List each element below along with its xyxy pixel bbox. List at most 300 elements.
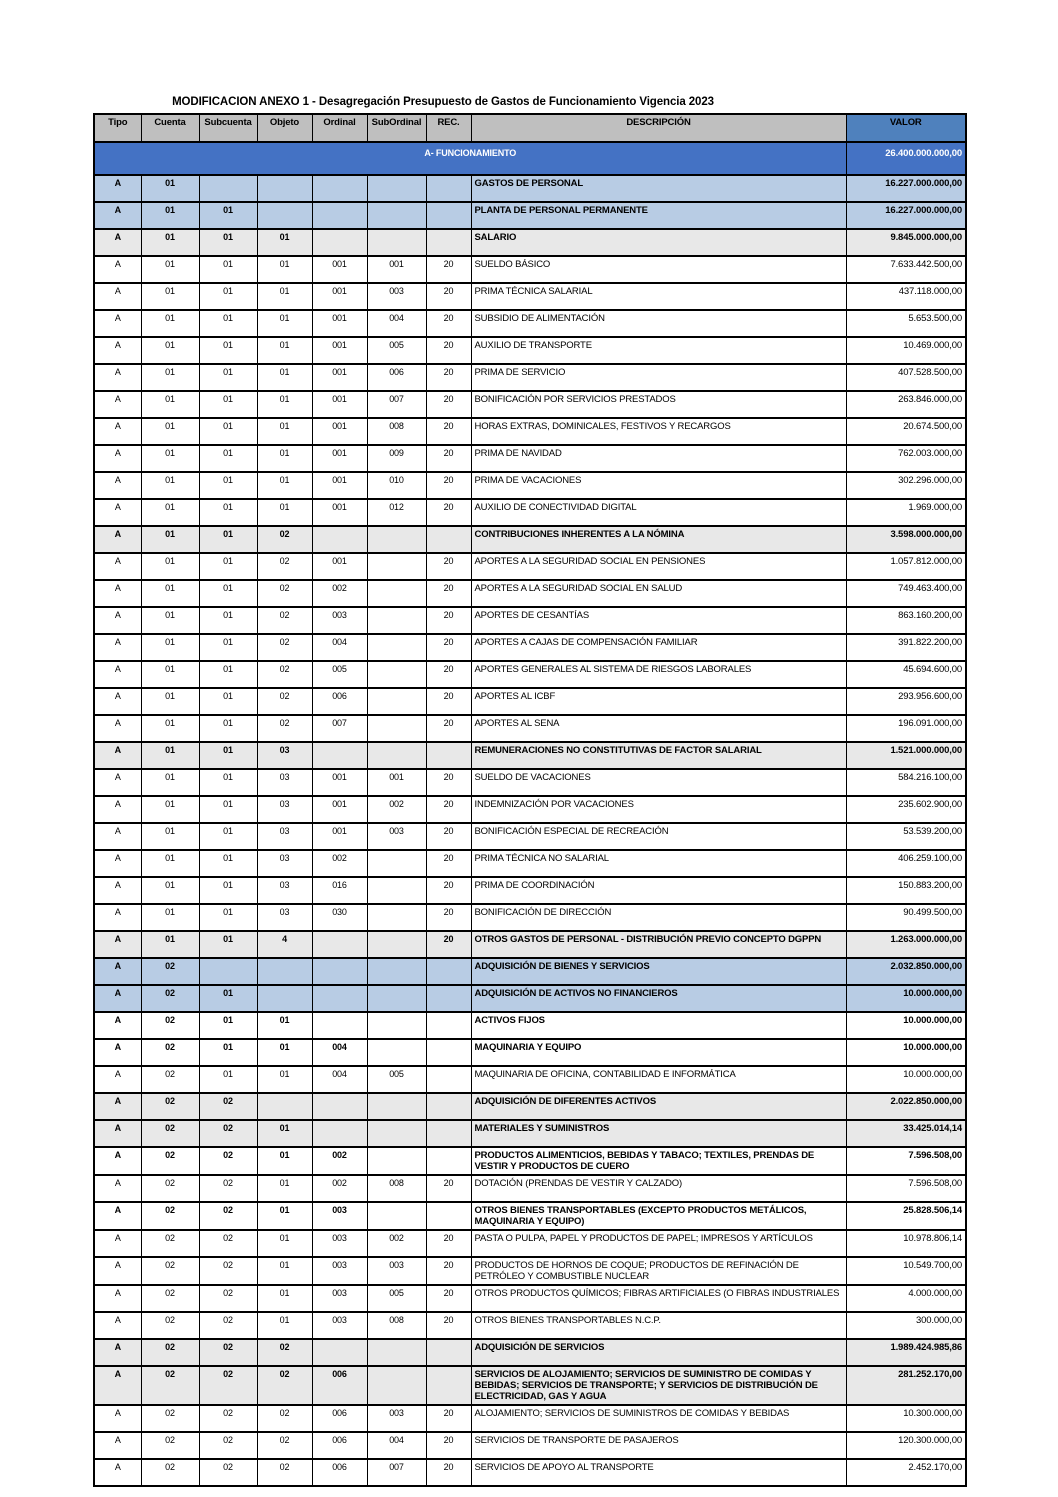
table-row xyxy=(94,418,966,445)
cell-objeto: 01 xyxy=(257,418,312,445)
cell-rec: 20 xyxy=(426,715,471,742)
table-row xyxy=(94,175,966,202)
cell-rec xyxy=(426,1147,471,1175)
cell-tipo: A xyxy=(94,1339,141,1366)
cell-rec: 20 xyxy=(426,1285,471,1312)
cell-objeto: 01 xyxy=(257,256,312,283)
cell-tipo: A xyxy=(94,499,141,526)
cell-subcuenta: 01 xyxy=(199,688,257,715)
cell-subordinal: 001 xyxy=(367,256,426,283)
table-row xyxy=(94,823,966,850)
cell-subordinal: 005 xyxy=(367,1066,426,1093)
cell-cuenta: 01 xyxy=(141,877,199,904)
cell-ordinal: 003 xyxy=(312,1202,367,1230)
header-row xyxy=(94,114,966,142)
cell-descripcion: HORAS EXTRAS, DOMINICALES, FESTIVOS Y RECARGOS xyxy=(471,418,846,445)
cell-tipo: A xyxy=(94,445,141,472)
cell-subordinal xyxy=(367,175,426,202)
cell-valor: 10.300.000,00 xyxy=(846,1405,966,1432)
table-row xyxy=(94,1202,966,1230)
col-header-subordinal: SubOrdinal xyxy=(367,114,426,142)
cell-rec: 20 xyxy=(426,283,471,310)
table-row xyxy=(94,1257,966,1285)
cell-valor: 437.118.000,00 xyxy=(846,283,966,310)
cell-cuenta: 02 xyxy=(141,1175,199,1202)
cell-subordinal: 003 xyxy=(367,823,426,850)
cell-rec xyxy=(426,985,471,1012)
cell-tipo: A xyxy=(94,391,141,418)
cell-cuenta: 02 xyxy=(141,1366,199,1405)
cell-ordinal: 001 xyxy=(312,445,367,472)
cell-subcuenta: 02 xyxy=(199,1459,257,1486)
cell-objeto: 01 xyxy=(257,1202,312,1230)
cell-objeto xyxy=(257,202,312,229)
table-row xyxy=(94,742,966,769)
cell-descripcion: DOTACIÓN (PRENDAS DE VESTIR Y CALZADO) xyxy=(471,1175,846,1202)
cell-subcuenta: 02 xyxy=(199,1285,257,1312)
cell-descripcion: PRIMA DE NAVIDAD xyxy=(471,445,846,472)
table-row xyxy=(94,850,966,877)
cell-rec xyxy=(426,175,471,202)
cell-rec: 20 xyxy=(426,607,471,634)
cell-tipo: A xyxy=(94,634,141,661)
cell-cuenta: 02 xyxy=(141,1230,199,1257)
cell-objeto: 01 xyxy=(257,1120,312,1147)
cell-objeto: 01 xyxy=(257,310,312,337)
cell-ordinal xyxy=(312,1120,367,1147)
cell-subcuenta: 02 xyxy=(199,1120,257,1147)
cell-subcuenta: 01 xyxy=(199,445,257,472)
cell-objeto: 4 xyxy=(257,931,312,958)
cell-rec: 20 xyxy=(426,1230,471,1257)
cell-ordinal: 003 xyxy=(312,1230,367,1257)
table-row xyxy=(94,1432,966,1459)
cell-tipo: A xyxy=(94,526,141,553)
cell-valor: 10.000.000,00 xyxy=(846,1012,966,1039)
cell-valor: 584.216.100,00 xyxy=(846,769,966,796)
cell-tipo: A xyxy=(94,1432,141,1459)
cell-subordinal: 002 xyxy=(367,1230,426,1257)
cell-ordinal: 001 xyxy=(312,337,367,364)
cell-rec: 20 xyxy=(426,1175,471,1202)
cell-rec: 20 xyxy=(426,364,471,391)
table-row xyxy=(94,1230,966,1257)
cell-cuenta: 02 xyxy=(141,1405,199,1432)
cell-subcuenta: 01 xyxy=(199,364,257,391)
cell-objeto xyxy=(257,1093,312,1120)
cell-subcuenta: 01 xyxy=(199,418,257,445)
cell-subcuenta: 01 xyxy=(199,985,257,1012)
cell-subordinal: 010 xyxy=(367,472,426,499)
cell-objeto: 02 xyxy=(257,1432,312,1459)
cell-valor: 302.296.000,00 xyxy=(846,472,966,499)
cell-ordinal: 003 xyxy=(312,1257,367,1285)
cell-descripcion: CONTRIBUCIONES INHERENTES A LA NÓMINA xyxy=(471,526,846,553)
cell-subcuenta: 01 xyxy=(199,499,257,526)
cell-objeto: 02 xyxy=(257,1366,312,1405)
cell-subordinal: 005 xyxy=(367,337,426,364)
cell-objeto: 01 xyxy=(257,472,312,499)
cell-subordinal xyxy=(367,958,426,985)
cell-cuenta: 02 xyxy=(141,958,199,985)
cell-valor: 10.978.806,14 xyxy=(846,1230,966,1257)
table-row xyxy=(94,877,966,904)
cell-objeto: 01 xyxy=(257,1230,312,1257)
cell-tipo: A xyxy=(94,877,141,904)
table-row xyxy=(94,337,966,364)
cell-cuenta: 02 xyxy=(141,1012,199,1039)
cell-tipo: A xyxy=(94,1202,141,1230)
cell-cuenta: 02 xyxy=(141,1285,199,1312)
cell-rec xyxy=(426,1012,471,1039)
cell-descripcion: ADQUISICIÓN DE ACTIVOS NO FINANCIEROS xyxy=(471,985,846,1012)
cell-descripcion: ADQUISICIÓN DE DIFERENTES ACTIVOS xyxy=(471,1093,846,1120)
cell-subordinal xyxy=(367,877,426,904)
table-row xyxy=(94,607,966,634)
cell-subordinal: 005 xyxy=(367,1285,426,1312)
cell-rec: 20 xyxy=(426,904,471,931)
cell-valor: 406.259.100,00 xyxy=(846,850,966,877)
cell-subcuenta: 01 xyxy=(199,607,257,634)
cell-ordinal: 001 xyxy=(312,391,367,418)
cell-descripcion: APORTES AL ICBF xyxy=(471,688,846,715)
cell-objeto: 02 xyxy=(257,553,312,580)
col-header-objeto: Objeto xyxy=(257,114,312,142)
cell-cuenta: 01 xyxy=(141,202,199,229)
cell-subordinal: 004 xyxy=(367,1432,426,1459)
cell-objeto: 03 xyxy=(257,769,312,796)
cell-ordinal: 006 xyxy=(312,1366,367,1405)
cell-ordinal: 001 xyxy=(312,256,367,283)
cell-descripcion: OTROS GASTOS DE PERSONAL - DISTRIBUCIÓN PREVIO CONCEPTO DGPPN xyxy=(471,931,846,958)
cell-ordinal: 004 xyxy=(312,1066,367,1093)
cell-ordinal: 030 xyxy=(312,904,367,931)
cell-tipo: A xyxy=(94,1230,141,1257)
cell-objeto: 03 xyxy=(257,823,312,850)
table-row xyxy=(94,958,966,985)
budget-table xyxy=(93,113,967,1487)
cell-cuenta: 01 xyxy=(141,526,199,553)
table-row xyxy=(94,1405,966,1432)
cell-subordinal: 007 xyxy=(367,391,426,418)
table-row xyxy=(94,256,966,283)
cell-subcuenta: 01 xyxy=(199,634,257,661)
cell-rec: 20 xyxy=(426,1312,471,1339)
table-row xyxy=(94,1339,966,1366)
cell-subordinal xyxy=(367,850,426,877)
cell-valor: 2.032.850.000,00 xyxy=(846,958,966,985)
cell-ordinal: 005 xyxy=(312,661,367,688)
cell-tipo: A xyxy=(94,823,141,850)
cell-subcuenta: 01 xyxy=(199,1066,257,1093)
cell-cuenta: 02 xyxy=(141,1312,199,1339)
cell-ordinal: 003 xyxy=(312,607,367,634)
cell-cuenta: 01 xyxy=(141,310,199,337)
cell-subordinal: 008 xyxy=(367,1175,426,1202)
cell-objeto: 01 xyxy=(257,337,312,364)
cell-descripcion: MAQUINARIA DE OFICINA, CONTABILIDAD E INFORMÁTICA xyxy=(471,1066,846,1093)
cell-descripcion: SALARIO xyxy=(471,229,846,256)
cell-subordinal xyxy=(367,1202,426,1230)
cell-ordinal: 006 xyxy=(312,1432,367,1459)
cell-rec: 20 xyxy=(426,823,471,850)
cell-cuenta: 02 xyxy=(141,1039,199,1066)
cell-objeto: 01 xyxy=(257,1066,312,1093)
cell-descripcion: PRODUCTOS DE HORNOS DE COQUE; PRODUCTOS DE REFINACIÓN DE PETRÓLEO Y COMBUSTIBLE NUCLEAR xyxy=(471,1257,846,1285)
cell-subordinal: 006 xyxy=(367,364,426,391)
cell-valor: 120.300.000,00 xyxy=(846,1432,966,1459)
cell-subcuenta: 01 xyxy=(199,661,257,688)
cell-ordinal: 002 xyxy=(312,1147,367,1175)
cell-cuenta: 01 xyxy=(141,769,199,796)
cell-objeto: 01 xyxy=(257,1175,312,1202)
cell-valor: 90.499.500,00 xyxy=(846,904,966,931)
cell-valor: 4.000.000,00 xyxy=(846,1285,966,1312)
cell-ordinal: 001 xyxy=(312,364,367,391)
cell-rec: 20 xyxy=(426,418,471,445)
cell-subcuenta: 01 xyxy=(199,337,257,364)
table-row xyxy=(94,1012,966,1039)
cell-subordinal xyxy=(367,1120,426,1147)
cell-objeto: 01 xyxy=(257,391,312,418)
cell-valor: 5.653.500,00 xyxy=(846,310,966,337)
cell-rec: 20 xyxy=(426,769,471,796)
cell-valor: 33.425.014,14 xyxy=(846,1120,966,1147)
cell-cuenta: 02 xyxy=(141,1432,199,1459)
cell-descripcion: OTROS BIENES TRANSPORTABLES (EXCEPTO PRODUCTOS METÁLICOS, MAQUINARIA Y EQUIPO) xyxy=(471,1202,846,1230)
cell-rec: 20 xyxy=(426,877,471,904)
cell-tipo: A xyxy=(94,1147,141,1175)
table-row xyxy=(94,553,966,580)
cell-cuenta: 02 xyxy=(141,1093,199,1120)
cell-valor: 9.845.000.000,00 xyxy=(846,229,966,256)
cell-descripcion: APORTES AL SENA xyxy=(471,715,846,742)
cell-cuenta: 01 xyxy=(141,391,199,418)
cell-cuenta: 02 xyxy=(141,1147,199,1175)
cell-descripcion: INDEMNIZACIÓN POR VACACIONES xyxy=(471,796,846,823)
table-row xyxy=(94,499,966,526)
cell-objeto xyxy=(257,958,312,985)
cell-descripcion: SERVICIOS DE APOYO AL TRANSPORTE xyxy=(471,1459,846,1486)
table-row xyxy=(94,1366,966,1405)
cell-tipo: A xyxy=(94,310,141,337)
cell-valor: 300.000,00 xyxy=(846,1312,966,1339)
cell-cuenta: 01 xyxy=(141,175,199,202)
cell-descripcion: MATERIALES Y SUMINISTROS xyxy=(471,1120,846,1147)
cell-objeto: 03 xyxy=(257,796,312,823)
cell-cuenta: 01 xyxy=(141,499,199,526)
cell-cuenta: 01 xyxy=(141,904,199,931)
cell-tipo: A xyxy=(94,553,141,580)
cell-tipo: A xyxy=(94,418,141,445)
cell-ordinal: 001 xyxy=(312,796,367,823)
cell-rec xyxy=(426,202,471,229)
cell-valor: 2.452.170,00 xyxy=(846,1459,966,1486)
cell-ordinal xyxy=(312,742,367,769)
cell-subcuenta: 01 xyxy=(199,769,257,796)
cell-subcuenta: 01 xyxy=(199,823,257,850)
cell-rec: 20 xyxy=(426,391,471,418)
cell-cuenta: 01 xyxy=(141,742,199,769)
cell-subordinal xyxy=(367,1147,426,1175)
cell-subcuenta: 01 xyxy=(199,715,257,742)
cell-cuenta: 01 xyxy=(141,472,199,499)
cell-subcuenta: 01 xyxy=(199,553,257,580)
cell-ordinal: 006 xyxy=(312,1405,367,1432)
cell-cuenta: 01 xyxy=(141,931,199,958)
cell-ordinal xyxy=(312,1093,367,1120)
cell-valor: 281.252.170,00 xyxy=(846,1366,966,1405)
cell-subcuenta: 01 xyxy=(199,526,257,553)
cell-tipo: A xyxy=(94,904,141,931)
total-row-label: A- FUNCIONAMIENTO xyxy=(94,142,846,175)
cell-ordinal xyxy=(312,202,367,229)
cell-ordinal: 002 xyxy=(312,580,367,607)
cell-subordinal xyxy=(367,202,426,229)
cell-subordinal xyxy=(367,904,426,931)
cell-subordinal xyxy=(367,661,426,688)
cell-ordinal: 016 xyxy=(312,877,367,904)
col-header-rec: REC. xyxy=(426,114,471,142)
cell-tipo: A xyxy=(94,580,141,607)
cell-subcuenta: 02 xyxy=(199,1230,257,1257)
cell-cuenta: 02 xyxy=(141,1202,199,1230)
cell-subcuenta: 01 xyxy=(199,229,257,256)
cell-rec: 20 xyxy=(426,580,471,607)
cell-objeto: 02 xyxy=(257,1405,312,1432)
cell-subordinal xyxy=(367,634,426,661)
cell-subordinal: 009 xyxy=(367,445,426,472)
cell-objeto: 03 xyxy=(257,742,312,769)
cell-objeto: 01 xyxy=(257,1312,312,1339)
cell-valor: 196.091.000,00 xyxy=(846,715,966,742)
cell-valor: 391.822.200,00 xyxy=(846,634,966,661)
cell-rec: 20 xyxy=(426,931,471,958)
cell-subcuenta: 01 xyxy=(199,580,257,607)
cell-tipo: A xyxy=(94,769,141,796)
cell-descripcion: ALOJAMIENTO; SERVICIOS DE SUMINISTROS DE COMIDAS Y BEBIDAS xyxy=(471,1405,846,1432)
cell-tipo: A xyxy=(94,1405,141,1432)
cell-cuenta: 01 xyxy=(141,607,199,634)
cell-cuenta: 01 xyxy=(141,364,199,391)
cell-valor: 1.057.812.000,00 xyxy=(846,553,966,580)
cell-rec: 20 xyxy=(426,688,471,715)
cell-subordinal: 012 xyxy=(367,499,426,526)
cell-valor: 407.528.500,00 xyxy=(846,364,966,391)
cell-subcuenta: 02 xyxy=(199,1432,257,1459)
cell-subcuenta: 01 xyxy=(199,1039,257,1066)
cell-descripcion: SUELDO DE VACACIONES xyxy=(471,769,846,796)
cell-subordinal xyxy=(367,526,426,553)
cell-valor: 263.846.000,00 xyxy=(846,391,966,418)
cell-objeto: 01 xyxy=(257,283,312,310)
cell-ordinal: 006 xyxy=(312,1459,367,1486)
cell-cuenta: 02 xyxy=(141,1120,199,1147)
cell-tipo: A xyxy=(94,472,141,499)
cell-ordinal: 004 xyxy=(312,634,367,661)
document-title: MODIFICACION ANEXO 1 - Desagregación Presupuesto de Gastos de Funcionamiento Vigencia 2023 xyxy=(172,96,714,108)
cell-objeto: 01 xyxy=(257,499,312,526)
cell-subcuenta: 01 xyxy=(199,1012,257,1039)
cell-objeto xyxy=(257,985,312,1012)
cell-cuenta: 02 xyxy=(141,1339,199,1366)
table-row xyxy=(94,715,966,742)
cell-tipo: A xyxy=(94,1459,141,1486)
cell-tipo: A xyxy=(94,715,141,742)
cell-subordinal: 004 xyxy=(367,310,426,337)
cell-valor: 16.227.000.000,00 xyxy=(846,202,966,229)
cell-objeto: 02 xyxy=(257,1459,312,1486)
cell-descripcion: PRIMA DE COORDINACIÓN xyxy=(471,877,846,904)
table-row xyxy=(94,769,966,796)
cell-rec xyxy=(426,1039,471,1066)
cell-subordinal xyxy=(367,715,426,742)
cell-rec xyxy=(426,742,471,769)
cell-ordinal: 001 xyxy=(312,283,367,310)
cell-objeto: 02 xyxy=(257,688,312,715)
cell-rec xyxy=(426,1366,471,1405)
cell-valor: 2.022.850.000,00 xyxy=(846,1093,966,1120)
cell-ordinal xyxy=(312,931,367,958)
cell-ordinal: 001 xyxy=(312,472,367,499)
cell-objeto: 03 xyxy=(257,904,312,931)
cell-valor: 53.539.200,00 xyxy=(846,823,966,850)
cell-valor: 762.003.000,00 xyxy=(846,445,966,472)
cell-objeto: 02 xyxy=(257,607,312,634)
cell-objeto: 03 xyxy=(257,877,312,904)
cell-rec xyxy=(426,1202,471,1230)
cell-subordinal: 008 xyxy=(367,418,426,445)
cell-rec: 20 xyxy=(426,337,471,364)
cell-valor: 293.956.600,00 xyxy=(846,688,966,715)
cell-subordinal xyxy=(367,1012,426,1039)
cell-subordinal: 003 xyxy=(367,1405,426,1432)
cell-ordinal xyxy=(312,985,367,1012)
cell-ordinal xyxy=(312,229,367,256)
cell-descripcion: APORTES GENERALES AL SISTEMA DE RIESGOS LABORALES xyxy=(471,661,846,688)
cell-tipo: A xyxy=(94,175,141,202)
table-row xyxy=(94,1120,966,1147)
cell-ordinal: 001 xyxy=(312,769,367,796)
cell-valor: 1.989.424.985,86 xyxy=(846,1339,966,1366)
cell-tipo: A xyxy=(94,1039,141,1066)
cell-valor: 749.463.400,00 xyxy=(846,580,966,607)
cell-valor: 10.469.000,00 xyxy=(846,337,966,364)
cell-subordinal xyxy=(367,229,426,256)
cell-tipo: A xyxy=(94,283,141,310)
cell-ordinal: 001 xyxy=(312,499,367,526)
cell-descripcion: PASTA O PULPA, PAPEL Y PRODUCTOS DE PAPEL; IMPRESOS Y ARTÍCULOS xyxy=(471,1230,846,1257)
cell-ordinal: 001 xyxy=(312,418,367,445)
cell-tipo: A xyxy=(94,229,141,256)
cell-tipo: A xyxy=(94,202,141,229)
cell-objeto: 02 xyxy=(257,661,312,688)
cell-cuenta: 01 xyxy=(141,715,199,742)
cell-subordinal: 003 xyxy=(367,1257,426,1285)
cell-valor: 7.596.508,00 xyxy=(846,1175,966,1202)
cell-cuenta: 01 xyxy=(141,850,199,877)
table-row xyxy=(94,310,966,337)
cell-tipo: A xyxy=(94,364,141,391)
cell-subcuenta: 02 xyxy=(199,1405,257,1432)
col-header-subcuenta: Subcuenta xyxy=(199,114,257,142)
cell-rec xyxy=(426,958,471,985)
cell-descripcion: SUELDO BÁSICO xyxy=(471,256,846,283)
cell-tipo: A xyxy=(94,1312,141,1339)
cell-objeto: 01 xyxy=(257,1012,312,1039)
cell-tipo: A xyxy=(94,1012,141,1039)
cell-ordinal: 004 xyxy=(312,1039,367,1066)
